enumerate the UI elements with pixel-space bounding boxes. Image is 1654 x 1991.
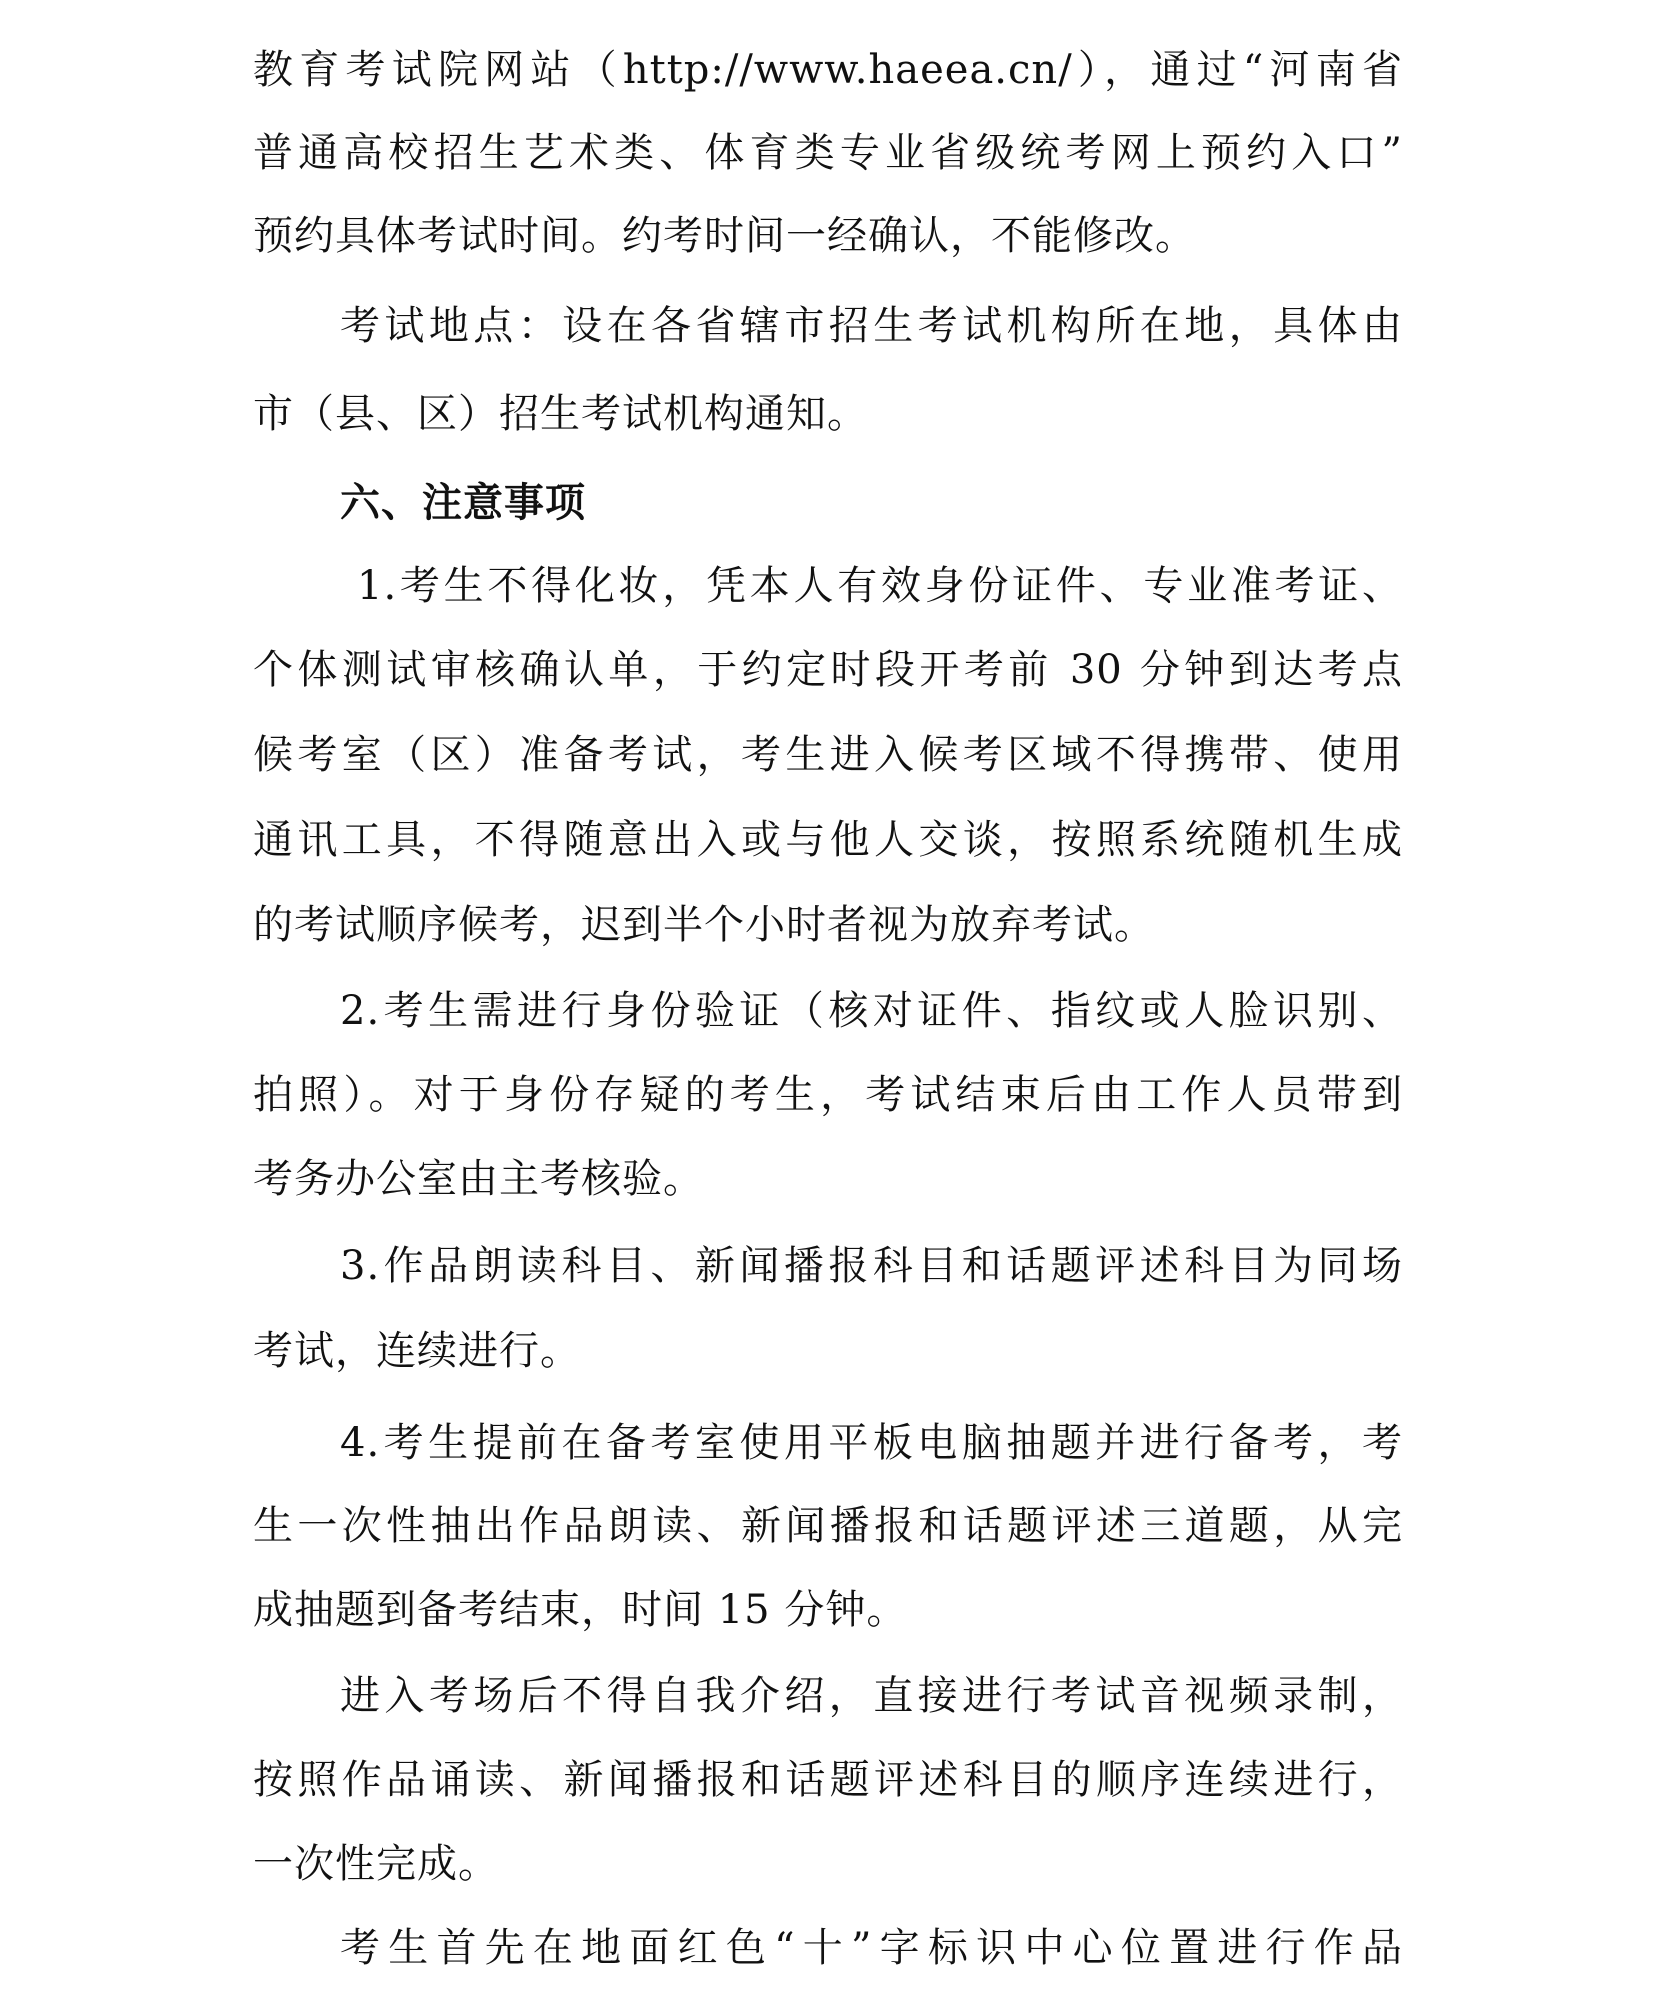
paragraph-line: 考务办公室由主考核验。: [253, 1156, 704, 1202]
paragraph-line: 市（县、区）招生考试机构通知。: [253, 391, 868, 437]
paragraph-line: 成抽题到备考结束，时间 15 分钟。: [253, 1587, 908, 1633]
paragraph-line: 候考室（区）准备考试，考生进入候考区域不得携带、使用: [253, 732, 1403, 778]
paragraph-line: 普通高校招生艺术类、体育类专业省级统考网上预约入口”: [253, 130, 1403, 176]
paragraph-line: 教育考试院网站（http://www.haeea.cn/），通过“河南省: [253, 47, 1403, 93]
paragraph-line: 考试地点：设在各省辖市招生考试机构所在地，具体由: [340, 303, 1403, 349]
list-item-3-line: 3.作品朗读科目、新闻播报科目和话题评述科目为同场: [340, 1243, 1403, 1289]
paragraph-line: 个体测试审核确认单，于约定时段开考前 30 分钟到达考点: [253, 647, 1403, 693]
paragraph-line: 预约具体考试时间。约考时间一经确认，不能修改。: [253, 213, 1196, 259]
paragraph-line: 考试，连续进行。: [253, 1328, 581, 1374]
paragraph-line: 拍照）。对于身份存疑的考生，考试结束后由工作人员带到: [253, 1072, 1403, 1118]
paragraph-line: 的考试顺序候考，迟到半个小时者视为放弃考试。: [253, 902, 1155, 948]
list-item-2-line: 2.考生需进行身份验证（核对证件、指纹或人脸识别、: [340, 988, 1403, 1034]
paragraph-line: 考生首先在地面红色“十”字标识中心位置进行作品: [340, 1925, 1403, 1971]
section-heading: 六、注意事项: [340, 480, 586, 526]
paragraph-line: 生一次性抽出作品朗读、新闻播报和话题评述三道题，从完: [253, 1503, 1403, 1549]
list-item-1-line: 1.考生不得化妆，凭本人有效身份证件、专业准考证、: [357, 563, 1403, 609]
paragraph-line: 通讯工具，不得随意出入或与他人交谈，按照系统随机生成: [253, 817, 1403, 863]
paragraph-line: 进入考场后不得自我介绍，直接进行考试音视频录制，: [340, 1673, 1403, 1719]
list-item-4-line: 4.考生提前在备考室使用平板电脑抽题并进行备考，考: [340, 1420, 1403, 1466]
paragraph-line: 一次性完成。: [253, 1841, 499, 1887]
paragraph-line: 按照作品诵读、新闻播报和话题评述科目的顺序连续进行，: [253, 1757, 1403, 1803]
